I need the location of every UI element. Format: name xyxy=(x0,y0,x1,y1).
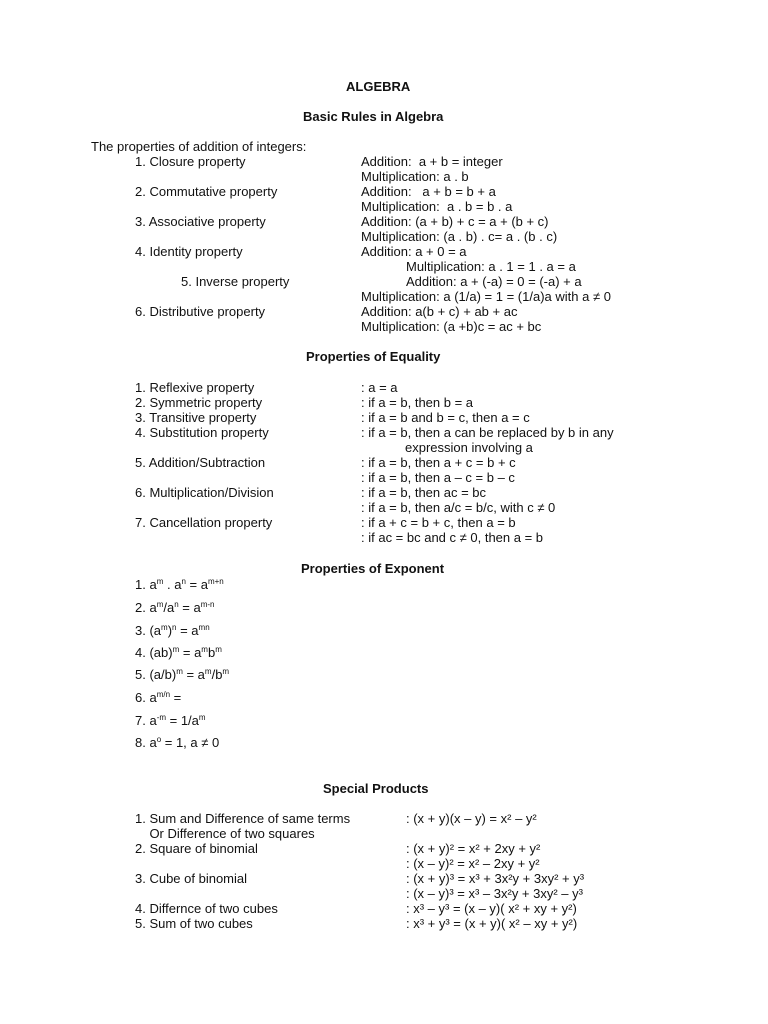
special-product-name: 4. Differnce of two cubes xyxy=(135,901,278,916)
addition-prop-name: 2. Commutative property xyxy=(135,184,278,199)
addition-prop-rule: Addition: (a + b) + c = a + (b + c) xyxy=(361,214,549,229)
addition-prop-name: 6. Distributive property xyxy=(135,304,266,319)
addition-prop-rule: Addition: a + (-a) = 0 = (-a) + a xyxy=(406,274,582,289)
equality-prop-rule: : if a = b, then a can be replaced by b in any xyxy=(361,425,614,440)
exponent-rule: 4. $(ab)^m = a^mb^m$ xyxy=(135,645,222,660)
special-product-name: 1. Sum and Difference of same terms xyxy=(135,811,351,826)
special-product-formula: : x³ – y³ = (x – y)( x² + xy + y²) xyxy=(406,901,577,916)
addition-prop-rule: Multiplication: (a . b) . c= a . (b . c) xyxy=(361,229,558,244)
addition-prop-rule: Multiplication: a . b xyxy=(361,169,469,184)
equality-prop-name: 3. Transitive property xyxy=(135,410,257,425)
exponent-heading: Properties of Exponent xyxy=(301,561,445,576)
exponent-rule: 5. $(a/b)^m = a^m/b^m$ xyxy=(135,667,230,682)
special-product-formula: : (x + y)(x – y) = x² – y² xyxy=(406,811,537,826)
special-products-heading: Special Products xyxy=(323,781,429,796)
equality-prop-name: 7. Cancellation property xyxy=(135,515,273,530)
equality-prop-name: 6. Multiplication/Division xyxy=(135,485,274,500)
equality-prop-name: 2. Symmetric property xyxy=(135,395,263,410)
equality-prop-rule: : a = a xyxy=(361,380,398,395)
addition-prop-rule: Addition: a + b = b + a xyxy=(361,184,496,199)
addition-prop-rule: Multiplication: a . b = b . a xyxy=(361,199,513,214)
addition-prop-name: 4. Identity property xyxy=(135,244,243,259)
addition-prop-name: 1. Closure property xyxy=(135,154,246,169)
equality-prop-name: 4. Substitution property xyxy=(135,425,269,440)
addition-prop-rule: Multiplication: (a +b)c = ac + bc xyxy=(361,319,542,334)
special-product-name: 3. Cube of binomial xyxy=(135,871,248,886)
exponent-rule: 8. $a^o = 1$, a ≠ 0 xyxy=(135,735,220,750)
equality-prop-name: 1. Reflexive property xyxy=(135,380,255,395)
exponent-rule: 1. $a^m$ . $a^n = a^{m+n}$ xyxy=(135,577,224,592)
special-product-formula: : (x – y)³ = x³ – 3x²y + 3xy² – y³ xyxy=(406,886,583,901)
addition-prop-rule: Multiplication: a . 1 = 1 . a = a xyxy=(406,259,576,274)
equality-prop-rule: : if ac = bc and c ≠ 0, then a = b xyxy=(361,530,544,545)
special-product-formula: : (x + y)³ = x³ + 3x²y + 3xy² + y³ xyxy=(406,871,585,886)
equality-prop-name: 5. Addition/Subtraction xyxy=(135,455,266,470)
addition-prop-rule: Addition: a(b + c) + ab + ac xyxy=(361,304,518,319)
page-subtitle: Basic Rules in Algebra xyxy=(303,109,444,124)
special-product-name: 2. Square of binomial xyxy=(135,841,258,856)
exponent-rule: 6. $a^{m/n}$ = xyxy=(135,690,182,705)
equality-prop-rule: : if a = b and b = c, then a = c xyxy=(361,410,530,425)
addition-prop-rule: Addition: a + 0 = a xyxy=(361,244,467,259)
equality-prop-rule: : if a = b, then ac = bc xyxy=(361,485,487,500)
special-product-name: Or Difference of two squares xyxy=(135,826,315,841)
equality-prop-rule: expression involving a xyxy=(405,440,533,455)
special-product-formula: : (x + y)² = x² + 2xy + y² xyxy=(406,841,541,856)
equality-heading: Properties of Equality xyxy=(306,349,441,364)
addition-prop-name: 3. Associative property xyxy=(135,214,266,229)
special-product-formula: : (x – y)² = x² – 2xy + y² xyxy=(406,856,540,871)
equality-prop-rule: : if a = b, then b = a xyxy=(361,395,474,410)
special-product-name: 5. Sum of two cubes xyxy=(135,916,253,931)
exponent-rule: 2. $a^m/a^n = a^{m-n}$ xyxy=(135,600,215,615)
special-product-formula: : x³ + y³ = (x + y)( x² – xy + y²) xyxy=(406,916,578,931)
exponent-rule: 7. $a^{-m} = 1/a^m$ xyxy=(135,713,206,728)
equality-prop-rule: : if a = b, then a + c = b + c xyxy=(361,455,516,470)
addition-prop-rule: Multiplication: a (1/a) = 1 = (1/a)a with a ≠ 0 xyxy=(361,289,611,304)
equality-prop-rule: : if a = b, then a – c = b – c xyxy=(361,470,515,485)
addition-prop-rule: Addition: a + b = integer xyxy=(361,154,503,169)
addition-intro: The properties of addition of integers: xyxy=(91,139,307,154)
page-title: ALGEBRA xyxy=(346,79,411,94)
addition-prop-name: 5. Inverse property xyxy=(181,274,290,289)
exponent-rule: 3. $(a^m)^n = a^{mn}$ xyxy=(135,623,210,638)
equality-prop-rule: : if a = b, then a/c = b/c, with c ≠ 0 xyxy=(361,500,556,515)
equality-prop-rule: : if a + c = b + c, then a = b xyxy=(361,515,516,530)
